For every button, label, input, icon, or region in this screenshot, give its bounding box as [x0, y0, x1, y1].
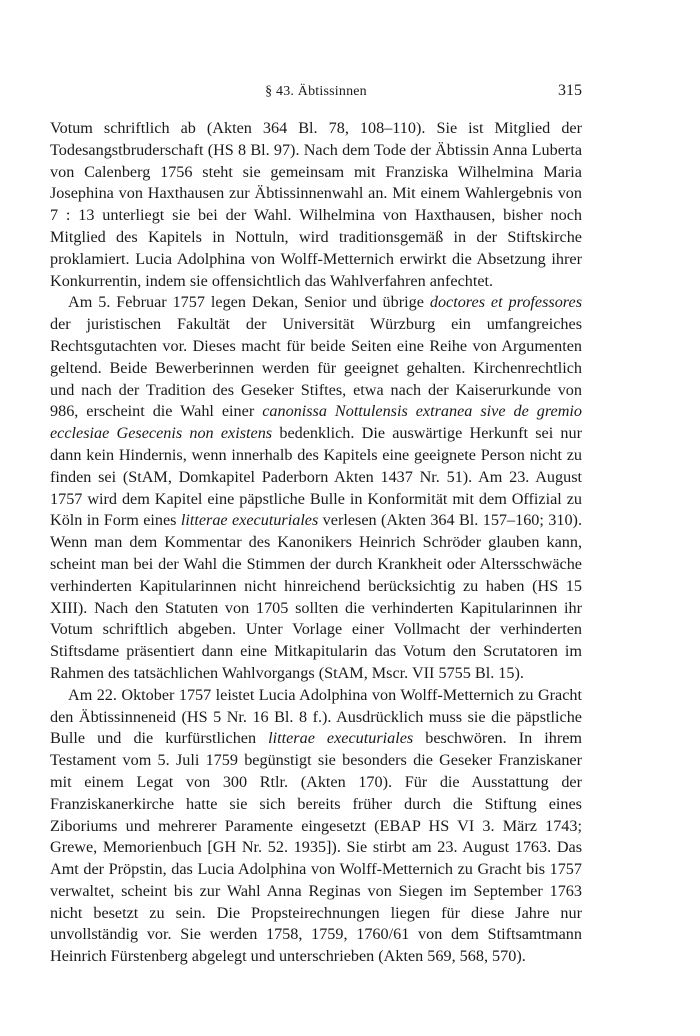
paragraph-2-text-4: verlesen (Akten 364 Bl. 157–160; 310). Wenn man dem Kommentar des Kanonikers Heinrich Schröder glauben kann, scheint man bei der Wahl die Stimmen der durch Krankheit oder Altersschwäche verhinderten Kapitularinnen nicht hinreichend berücksichtig zu haben (HS 15 XIII). Nach den Statuten von 1705 sollten die verhinderten Kapitularinnen ihr Votum schriftlich abgeben. Unter Vorlage einer Vollmacht der verhinderten Stiftsdame präsentiert dann eine Mitkapitularin das Votum den Scrutatoren im Rahmen des tatsächlichen Wahlvorgangs (StAM, Mscr. VII 5755 Bl. 15). — [50, 511, 582, 682]
body-text — [50, 118, 582, 968]
running-title: § 43. Äbtissinnen — [265, 84, 367, 99]
paragraph-2-italic-2: canonissa Nottulensis extranea sive de gremio ecclesiae Gesecenis non existens — [50, 402, 582, 443]
paragraph-3-italic-1: litterae executuriales — [268, 729, 414, 748]
paragraph-2-text-1: Am 5. Februar 1757 legen Dekan, Senior und übrige — [68, 293, 430, 312]
page-number: 315 — [558, 82, 582, 99]
paragraph-3-text-1: Am 22. Oktober 1757 leistet Lucia Adolphina von Wolff-Metternich zu Gracht den Äbtissinneneid (HS 5 Nr. 16 Bl. 8 f.). Ausdrücklich muss sie die päpstliche Bulle und die kurfürstlichen — [50, 685, 582, 748]
paragraph-1: Votum schriftlich ab (Akten 364 Bl. 78, 108–110). Sie ist Mitglied der Todesangstbruderschaft (HS 8 Bl. 97). Nach dem Tode der Äbtissin Anna Luberta von Calenberg 1756 steht sie gemeinsam mit Franziska Wilhelmina Maria Josephina von Haxthausen zur Äbtissinnenwahl an. Mit einem Wahlergebnis von 7 : 13 unterliegt sie bei der Wahl. Wilhelmina von Haxthausen, bisher noch Mitglied des Kapitels in Nottuln, wird traditionsgemäß in der Stiftskirche proklamiert. Lucia Adolphina von Wolff-Metternich erwirkt die Absetzung ihrer Konkurrentin, indem sie offensichtlich das Wahlverfahren anfechtet. — [50, 119, 582, 290]
paragraph-2-italic-3: litterae executuriales — [180, 511, 319, 530]
paragraph-2-text-3: bedenklich. Die auswärtige Herkunft sei nur dann kein Hindernis, wenn innerhalb des Kapitels eine geeignete Person nicht zu finden sei (StAM, Domkapitel Paderborn Akten 1437 Nr. 51). Am 23. August 1757 wird dem Kapitel eine päpstliche Bulle in Konformität mit dem Offizial zu Köln in Form eines — [50, 424, 582, 530]
paragraph-2-italic-1: doctores et professores — [429, 293, 582, 312]
paragraph-2-text-2: der juristischen Fakultät der Universität Würzburg ein umfangreiches Rechtsgutachten vor. Dieses macht für beide Seiten eine Reihe von Argumenten geltend. Beide Bewerberinnen werden für geeignet gehalten. Kirchenrechtlich und nach der Tradition des Geseker Stiftes, etwa nach der Kaiserurkunde von 986, erscheint die Wahl einer — [50, 315, 582, 421]
paragraph-2 — [50, 292, 582, 684]
running-header — [50, 84, 582, 108]
paragraph-3-text-2: beschwören. In ihrem Testament vom 5. Juli 1759 begünstigt sie besonders die Geseker Franziskaner mit einem Legat von 300 Rtlr. (Akten 170). Für die Ausstattung der Franziskanerkirche hatte sie sich bereits früher durch die Stiftung eines Ziboriums und mehrerer Paramente eingesetzt (EBAP HS VI 3. März 1743; Grewe, Memorienbuch [GH Nr. 52. 1935]). Sie stirbt am 23. August 1763. Das Amt der Pröpstin, das Lucia Adolphina von Wolff-Metternich zu Gracht bis 1757 verwaltet, scheint bis zur Wahl Anna Reginas von Siegen im September 1763 nicht besetzt zu sein. Die Propsteirechnungen liegen für diese Jahre nur unvollständig vor. Sie werden 1758, 1759, 1760/61 von dem Stiftsamtmann Heinrich Fürstenberg abgelegt und unterschrieben (Akten 569, 568, 570). — [50, 729, 582, 966]
paragraph-3 — [50, 685, 582, 968]
